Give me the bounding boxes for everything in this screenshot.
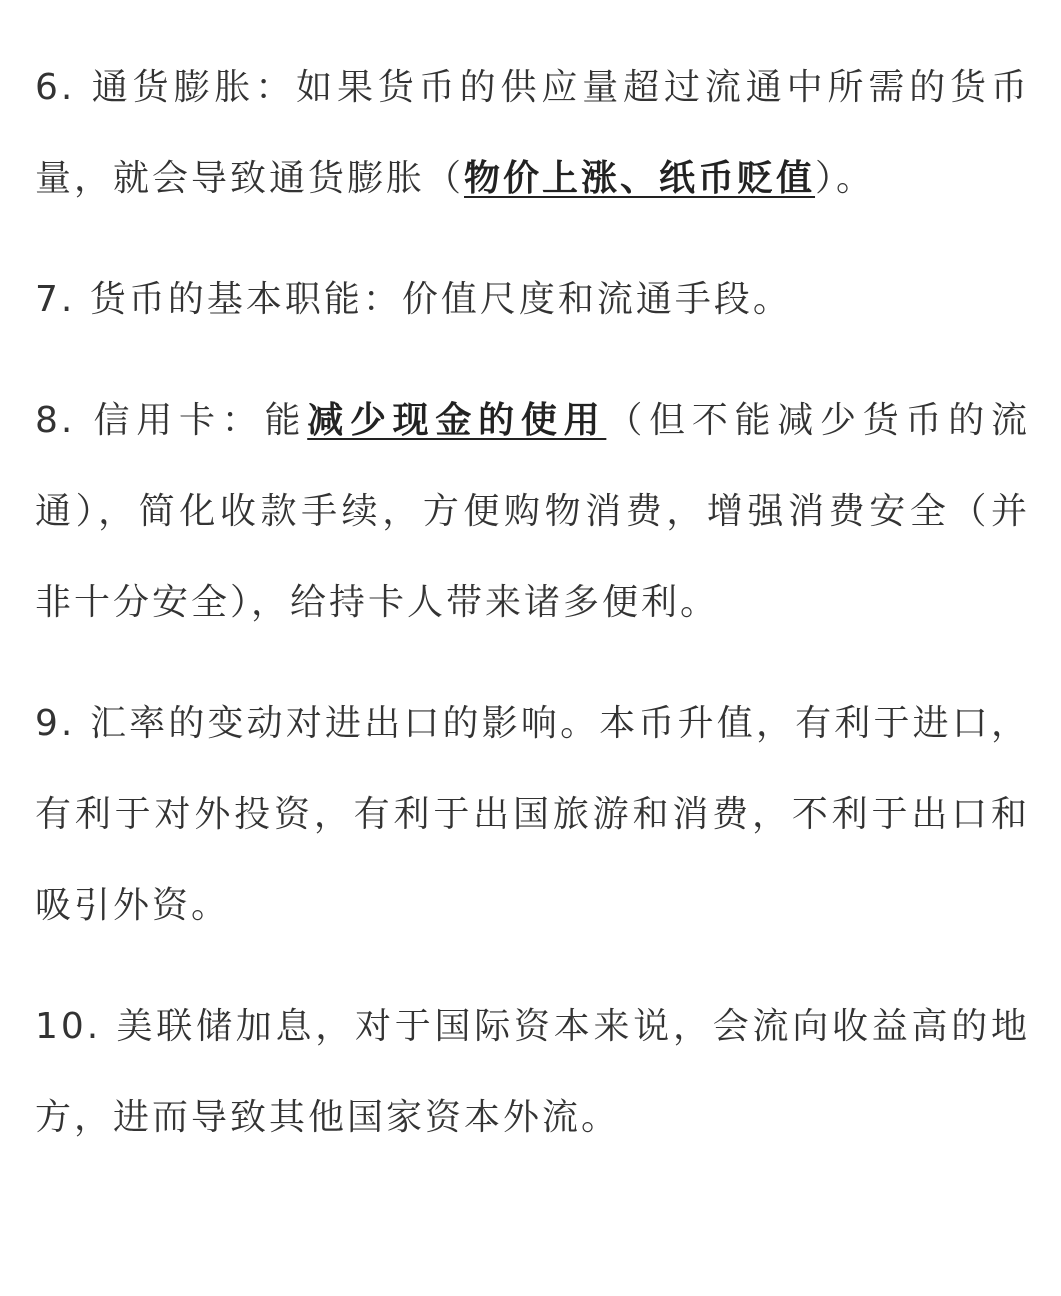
list-item-7: [35, 254, 1030, 345]
emphasized-text: 减少现金的使用: [307, 400, 607, 441]
item-text-tail: （但不能减少货币的流通），简化收款手续，方便购物消费，增强消费安全（并非十分安全），给持卡人带来诸多便利。: [35, 400, 1030, 623]
item-text: 货币的基本职能：价值尺度和流通手段。: [89, 279, 792, 320]
item-text: 汇率的变动对进出口的影响。本币升值，有利于进口，有利于对外投资，有利于出国旅游和消费，不利于出口和吸引外资。: [35, 703, 1030, 926]
list-item-6: [35, 42, 1030, 224]
item-text: 通货膨胀：如果货币的供应量超过流通中所需的货币量，就会导致通货膨胀（: [35, 67, 1030, 199]
item-text: 信用卡：能: [93, 400, 308, 441]
emphasized-text: 物价上涨、纸币贬值: [464, 158, 816, 199]
item-number: 8.: [35, 400, 76, 441]
item-number: 10.: [35, 1006, 102, 1047]
item-number: 9.: [35, 703, 76, 744]
item-number: 7.: [35, 279, 76, 320]
item-text-tail: ）。: [815, 158, 876, 199]
list-item-8: [35, 375, 1030, 648]
list-item-10: [35, 981, 1030, 1163]
list-item-9: [35, 678, 1030, 951]
item-number: 6.: [35, 67, 76, 108]
item-text: 美联储加息，对于国际资本来说，会流向收益高的地方，进而导致其他国家资本外流。: [35, 1006, 1030, 1138]
article-body: [35, 42, 1030, 1163]
